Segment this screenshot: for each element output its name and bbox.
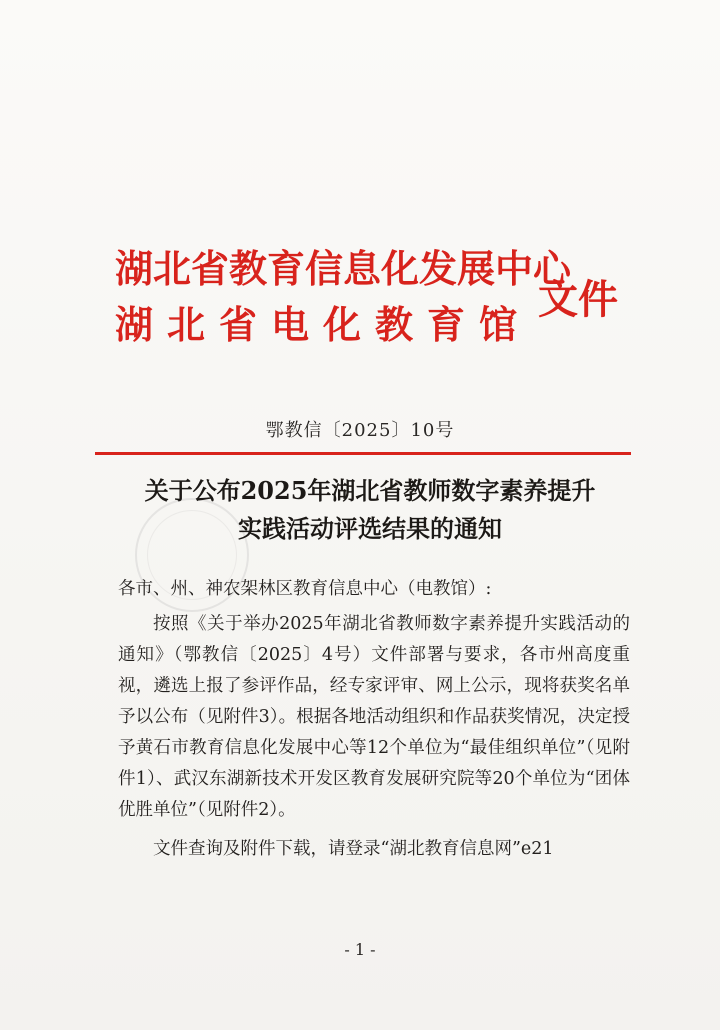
issuing-org-line-1: 湖北省教育信息化发展中心 <box>115 247 572 291</box>
notice-body <box>118 574 630 865</box>
notice-title-line-1: 关于公布2025年湖北省教师数字素养提升 <box>144 476 596 505</box>
issuing-org-line-2: 湖北省电化教育馆 <box>115 303 532 347</box>
salutation: 各市、州、神农架林区教育信息中心（电教馆）: <box>118 579 492 599</box>
page-number: - 1 - <box>344 940 376 959</box>
notice-title-line-2: 实践活动评选结果的通知 <box>238 514 502 543</box>
body-paragraph-1: 按照《关于举办2025年湖北省教师数字素养提升实践活动的通知》（鄂教信〔2025〕4号）文件部署与要求，各市州高度重视，遴选上报了参评作品，经专家评审、网上公示，现将获奖名单予以公布（见附件3）。根据各地活动组织和作品获奖情况，决定授予黄石市教育信息化发展中心等12个单位为“最佳组织单位”（见附件1）、武汉东湖新技术开发区教育发展研究院等20个单位为“团体优胜单位”（见附件2）。 <box>118 614 630 820</box>
document-header <box>115 238 635 356</box>
notice-title <box>80 472 660 548</box>
red-divider-line <box>95 452 631 455</box>
body-paragraph-2: 文件查询及附件下载，请登录“湖北教育信息网”e21 <box>153 839 554 859</box>
document-type-label: 文件 <box>538 277 618 323</box>
document-number: 鄂教信〔2025〕10号 <box>265 420 455 441</box>
